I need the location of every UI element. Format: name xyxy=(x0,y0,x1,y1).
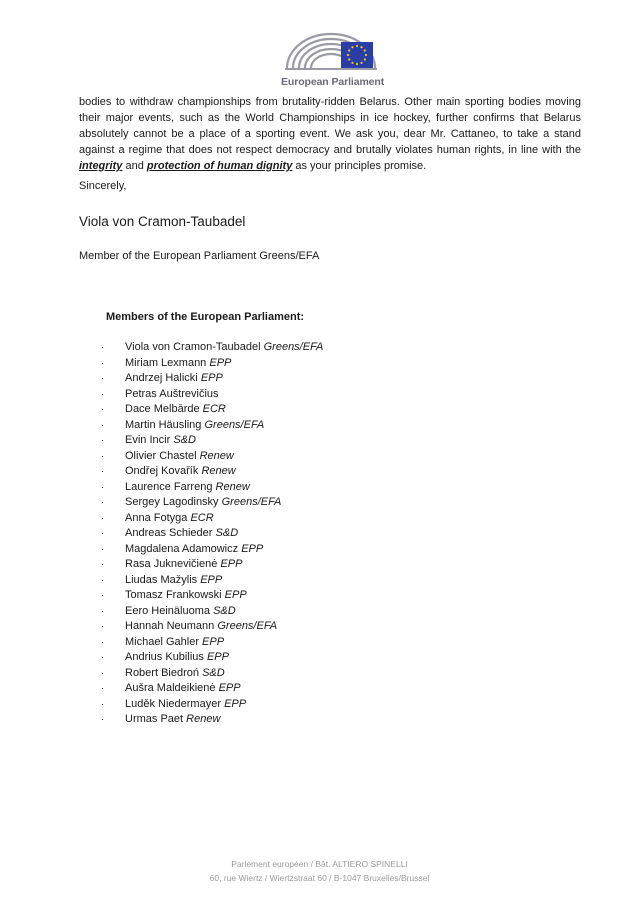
member-group: ECR xyxy=(202,403,226,415)
emphasis-human-dignity: protection of human dignity xyxy=(146,160,293,172)
list-item xyxy=(101,387,323,403)
member-group: Renew xyxy=(201,465,236,477)
member-group: Greens/EFA xyxy=(221,496,282,508)
member-group: Renew xyxy=(199,449,234,462)
bullet-icon: · xyxy=(101,652,104,662)
member-name: Eero Heinäluoma xyxy=(125,604,210,617)
member-name: Liudas Mažylis xyxy=(125,573,198,586)
member-group: EPP xyxy=(200,573,223,586)
member-name: Tomasz Frankowski xyxy=(125,589,222,601)
member-group: Greens/EFA xyxy=(217,620,278,632)
list-item xyxy=(101,511,323,527)
member-name: Anna Fotyga xyxy=(125,511,188,524)
bullet-icon: · xyxy=(101,419,104,430)
member-name: Evin Incir xyxy=(125,434,171,446)
bullet-icon: · xyxy=(101,404,104,414)
member-group: S&D xyxy=(173,434,196,446)
member-name: Viola von Cramon-Taubadel xyxy=(125,341,261,353)
list-item xyxy=(101,712,323,728)
bullet-icon: · xyxy=(101,450,104,461)
footer-line-2: 60, rue Wiertz / Wiertzstraat 60 / B-1047 Bruxelles/Brussel xyxy=(209,873,430,883)
bullet-icon: · xyxy=(101,714,104,724)
member-name: Laurence Farreng xyxy=(125,480,213,493)
member-group: EPP xyxy=(206,651,229,663)
member-group: ECR xyxy=(190,511,214,524)
list-item xyxy=(101,480,323,496)
member-name: Sergey Lagodinsky xyxy=(125,496,219,508)
member-group: S&D xyxy=(213,604,236,617)
member-group: S&D xyxy=(215,527,239,539)
list-item xyxy=(101,604,323,620)
paragraph-text-2: and xyxy=(122,160,147,172)
european-parliament-hemicycle-flag-icon xyxy=(281,24,381,76)
list-item xyxy=(101,635,323,651)
member-group: EPP xyxy=(209,356,232,369)
member-group: Greens/EFA xyxy=(204,418,265,431)
member-group: EPP xyxy=(224,589,247,601)
list-item xyxy=(101,650,323,666)
bullet-icon: · xyxy=(101,621,104,631)
list-item xyxy=(101,619,323,635)
member-group: Greens/EFA xyxy=(263,341,324,353)
member-name: Olivier Chastel xyxy=(125,449,197,462)
members-heading: Members of the European Parliament: xyxy=(106,311,305,323)
list-item xyxy=(101,356,323,372)
member-group: EPP xyxy=(241,542,264,555)
member-group: EPP xyxy=(218,682,241,694)
members-list xyxy=(101,340,323,728)
list-item xyxy=(101,464,323,480)
list-item xyxy=(101,588,323,604)
list-item xyxy=(101,681,323,697)
bullet-icon: · xyxy=(101,512,104,523)
list-item xyxy=(101,573,323,589)
list-item xyxy=(101,526,323,542)
logo-wordmark: European Parliament xyxy=(281,76,385,88)
list-item xyxy=(101,697,323,713)
list-item xyxy=(101,433,323,449)
member-name: Michael Gahler xyxy=(125,635,199,648)
bullet-icon: · xyxy=(101,342,104,352)
bullet-icon: · xyxy=(101,466,104,476)
member-name: Martin Häusling xyxy=(125,418,205,431)
member-name: Rasa Juknevičienė xyxy=(125,558,218,570)
member-group: Renew xyxy=(186,713,221,725)
paragraph-text-1: bodies to withdraw championships from brutality-ridden Belarus. Other main sporting bodies moving their major events, such as the World Championships in ice hockey, further confirms that Belarus absolutely cannot be a place of a sporting event. We ask you, dear Mr. Cattaneo, to take a stand against a regime that does not respect democracy and brutally violates human rights, in line with the xyxy=(79,96,581,156)
member-name: Aušra Maldeikienė xyxy=(125,682,216,694)
bullet-icon: · xyxy=(101,373,104,383)
member-name: Andrius Kubilius xyxy=(125,651,204,663)
bullet-icon: · xyxy=(101,435,104,445)
member-group: S&D xyxy=(202,666,225,679)
bullet-icon: · xyxy=(101,636,104,647)
bullet-icon: · xyxy=(101,481,104,492)
list-item xyxy=(101,542,323,558)
european-parliament-logo xyxy=(281,24,385,96)
bullet-icon: · xyxy=(101,497,104,507)
member-group: EPP xyxy=(224,697,247,710)
member-name: Ondřej Kovařík xyxy=(125,465,199,477)
bullet-icon: · xyxy=(101,698,104,709)
bullet-icon: · xyxy=(101,357,104,368)
bullet-icon: · xyxy=(101,388,104,399)
member-group: EPP xyxy=(202,635,225,648)
bullet-icon: · xyxy=(101,574,104,585)
bullet-icon: · xyxy=(101,605,104,616)
list-item xyxy=(101,495,323,511)
member-name: Hannah Neumann xyxy=(125,620,215,632)
member-name: Andrzej Halicki xyxy=(125,372,198,384)
member-name: Magdalena Adamowicz xyxy=(125,542,239,555)
signer-role: Member of the European Parliament Greens/EFA xyxy=(79,250,320,262)
bullet-icon: · xyxy=(101,667,104,678)
member-name: Urmas Paet xyxy=(125,713,184,725)
member-name: Robert Biedroń xyxy=(125,666,199,679)
bullet-icon: · xyxy=(101,559,104,569)
bullet-icon: · xyxy=(101,590,104,600)
member-name: Miriam Lexmann xyxy=(125,356,207,369)
list-item xyxy=(101,402,323,418)
page-footer xyxy=(0,857,639,885)
list-item xyxy=(101,557,323,573)
member-group: EPP xyxy=(200,372,223,384)
emphasis-integrity: integrity xyxy=(79,160,123,172)
bullet-icon: · xyxy=(101,683,104,693)
member-name: Andreas Schieder xyxy=(125,527,213,539)
list-item xyxy=(101,449,323,465)
signer-name: Viola von Cramon-Taubadel xyxy=(79,214,246,229)
bullet-icon: · xyxy=(101,543,104,554)
member-name: Luděk Niedermayer xyxy=(125,697,221,710)
member-name: Dace Melbārde xyxy=(125,403,200,415)
member-group: EPP xyxy=(220,558,243,570)
list-item xyxy=(101,371,323,387)
member-group: Renew xyxy=(215,480,250,493)
bullet-icon: · xyxy=(101,528,104,538)
member-name: Petras Auštrevičius xyxy=(125,387,219,400)
closing-salutation: Sincerely, xyxy=(79,180,127,192)
paragraph-text-3: as your principles promise. xyxy=(292,160,427,172)
list-item xyxy=(101,418,323,434)
letter-paragraph xyxy=(79,94,581,174)
list-item xyxy=(101,666,323,682)
list-item xyxy=(101,340,323,356)
footer-line-1: Parlement européen / Bât. ALTIERO SPINELLI xyxy=(231,859,408,869)
